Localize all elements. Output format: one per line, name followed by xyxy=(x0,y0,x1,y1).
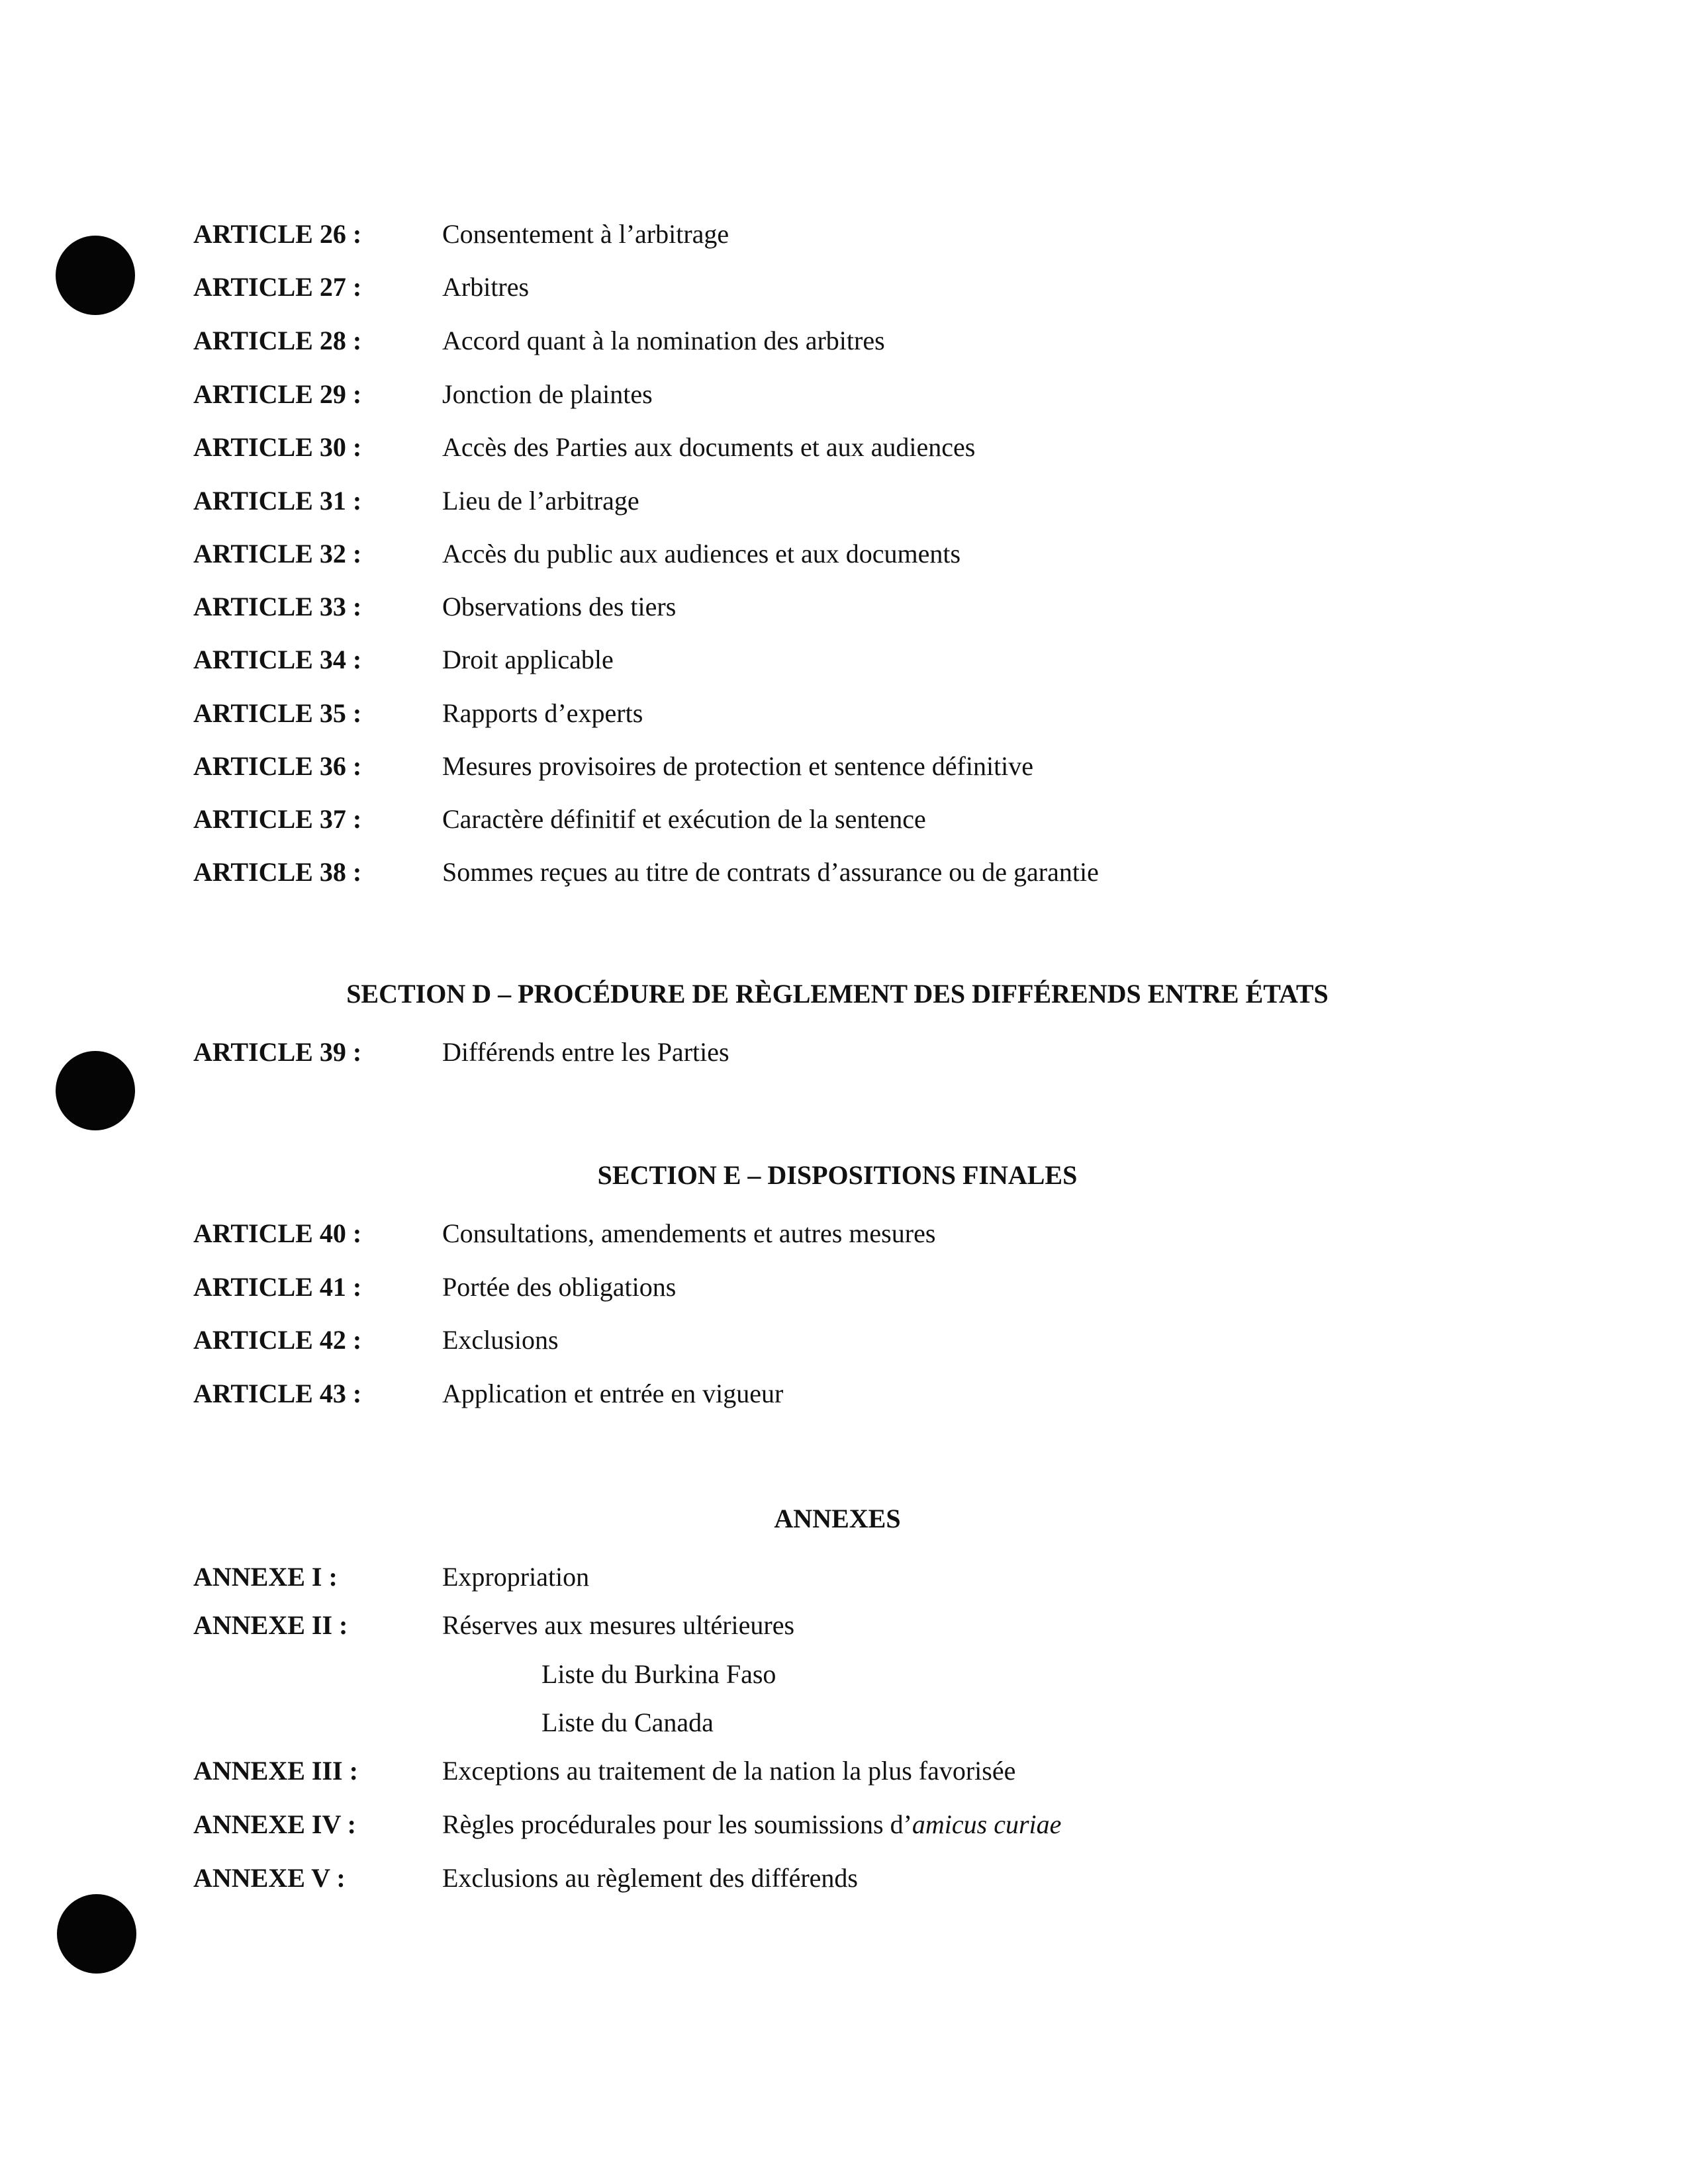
toc-entry-article-42 xyxy=(0,1322,1688,1361)
annex-title-text: Règles procédurales pour les soumissions d’ xyxy=(442,1809,912,1839)
annex-title: Exclusions au règlement des différends xyxy=(442,1863,858,1893)
article-label: ARTICLE 36 : xyxy=(193,751,362,781)
article-title: Accord quant à la nomination des arbitres xyxy=(442,326,885,355)
annex-sub-item-text: Liste du Canada xyxy=(541,1707,714,1737)
toc-entry-article-36 xyxy=(0,748,1688,788)
toc-entry-article-43 xyxy=(0,1375,1688,1415)
toc-entry-article-29 xyxy=(0,376,1688,416)
toc-entry-article-41 xyxy=(0,1269,1688,1308)
toc-entry-annex-3 xyxy=(0,1752,1688,1792)
article-title: Observations des tiers xyxy=(442,592,677,621)
annex-2-sub-item xyxy=(0,1656,1688,1696)
article-label: ARTICLE 34 : xyxy=(193,645,362,674)
article-title: Sommes reçues au titre de contrats d’assurance ou de garantie xyxy=(442,857,1099,887)
toc-entry-annex-1 xyxy=(0,1559,1688,1598)
toc-entry-article-40 xyxy=(0,1215,1688,1255)
annex-title: Réserves aux mesures ultérieures xyxy=(442,1610,795,1640)
annex-label: ANNEXE V : xyxy=(193,1863,346,1893)
annex-label: ANNEXE III : xyxy=(193,1756,358,1786)
annex-label: ANNEXE IV : xyxy=(193,1809,356,1839)
article-label: ARTICLE 33 : xyxy=(193,592,362,621)
toc-entry-article-35 xyxy=(0,695,1688,735)
article-title: Consentement à l’arbitrage xyxy=(442,219,729,249)
section-e-heading: SECTION E – DISPOSITIONS FINALES xyxy=(597,1160,1078,1190)
annex-label: ANNEXE II : xyxy=(193,1610,348,1640)
binder-hole xyxy=(57,1894,136,1974)
annex-title-italic: amicus curiae xyxy=(912,1809,1062,1839)
article-title: Jonction de plaintes xyxy=(442,379,653,409)
article-title: Accès des Parties aux documents et aux audiences xyxy=(442,432,976,462)
toc-entry-article-27 xyxy=(0,269,1688,308)
article-title: Rapports d’experts xyxy=(442,698,643,728)
article-title: Différends entre les Parties xyxy=(442,1037,729,1067)
article-label: ARTICLE 42 : xyxy=(193,1325,362,1355)
article-label: ARTICLE 29 : xyxy=(193,379,362,409)
article-title: Droit applicable xyxy=(442,645,614,674)
article-title: Consultations, amendements et autres mesures xyxy=(442,1218,936,1248)
article-label: ARTICLE 43 : xyxy=(193,1379,362,1408)
toc-entry-article-34 xyxy=(0,641,1688,681)
article-label: ARTICLE 40 : xyxy=(193,1218,362,1248)
article-label: ARTICLE 38 : xyxy=(193,857,362,887)
article-title: Accès du public aux audiences et aux documents xyxy=(442,539,961,569)
toc-entry-annex-2 xyxy=(0,1607,1688,1647)
toc-entry-article-38 xyxy=(0,854,1688,893)
section-d-heading: SECTION D – PROCÉDURE DE RÈGLEMENT DES DIFFÉRENDS ENTRE ÉTATS xyxy=(346,979,1329,1009)
annex-2-sub-item xyxy=(0,1704,1688,1744)
toc-entry-annex-4 xyxy=(0,1806,1688,1846)
article-label: ARTICLE 32 : xyxy=(193,539,362,569)
article-label: ARTICLE 41 : xyxy=(193,1272,362,1302)
annex-title: Expropriation xyxy=(442,1562,590,1592)
annexes-heading: ANNEXES xyxy=(774,1504,901,1533)
article-title: Application et entrée en vigueur xyxy=(442,1379,784,1408)
annex-label: ANNEXE I : xyxy=(193,1562,338,1592)
article-label: ARTICLE 28 : xyxy=(193,326,362,355)
article-title: Portée des obligations xyxy=(442,1272,677,1302)
annex-sub-item-text: Liste du Burkina Faso xyxy=(541,1659,776,1689)
article-label: ARTICLE 37 : xyxy=(193,804,362,834)
toc-entry-article-39 xyxy=(0,1034,1688,1073)
article-label: ARTICLE 35 : xyxy=(193,698,362,728)
article-label: ARTICLE 27 : xyxy=(193,272,362,302)
article-label: ARTICLE 26 : xyxy=(193,219,362,249)
toc-entry-article-28 xyxy=(0,322,1688,362)
article-title: Exclusions xyxy=(442,1325,559,1355)
article-title: Lieu de l’arbitrage xyxy=(442,486,639,516)
article-title: Arbitres xyxy=(442,272,530,302)
toc-entry-article-33 xyxy=(0,588,1688,628)
toc-entry-article-37 xyxy=(0,801,1688,841)
article-title: Caractère définitif et exécution de la sentence xyxy=(442,804,926,834)
toc-entry-article-30 xyxy=(0,429,1688,469)
toc-entry-article-31 xyxy=(0,482,1688,522)
toc-entry-article-26 xyxy=(0,216,1688,255)
article-label: ARTICLE 39 : xyxy=(193,1037,362,1067)
toc-entry-annex-5 xyxy=(0,1860,1688,1899)
article-label: ARTICLE 30 : xyxy=(193,432,362,462)
annex-title: Exceptions au traitement de la nation la plus favorisée xyxy=(442,1756,1016,1786)
toc-entry-article-32 xyxy=(0,535,1688,575)
article-title: Mesures provisoires de protection et sentence définitive xyxy=(442,751,1034,781)
annex-title xyxy=(442,1806,1061,1843)
article-label: ARTICLE 31 : xyxy=(193,486,362,516)
